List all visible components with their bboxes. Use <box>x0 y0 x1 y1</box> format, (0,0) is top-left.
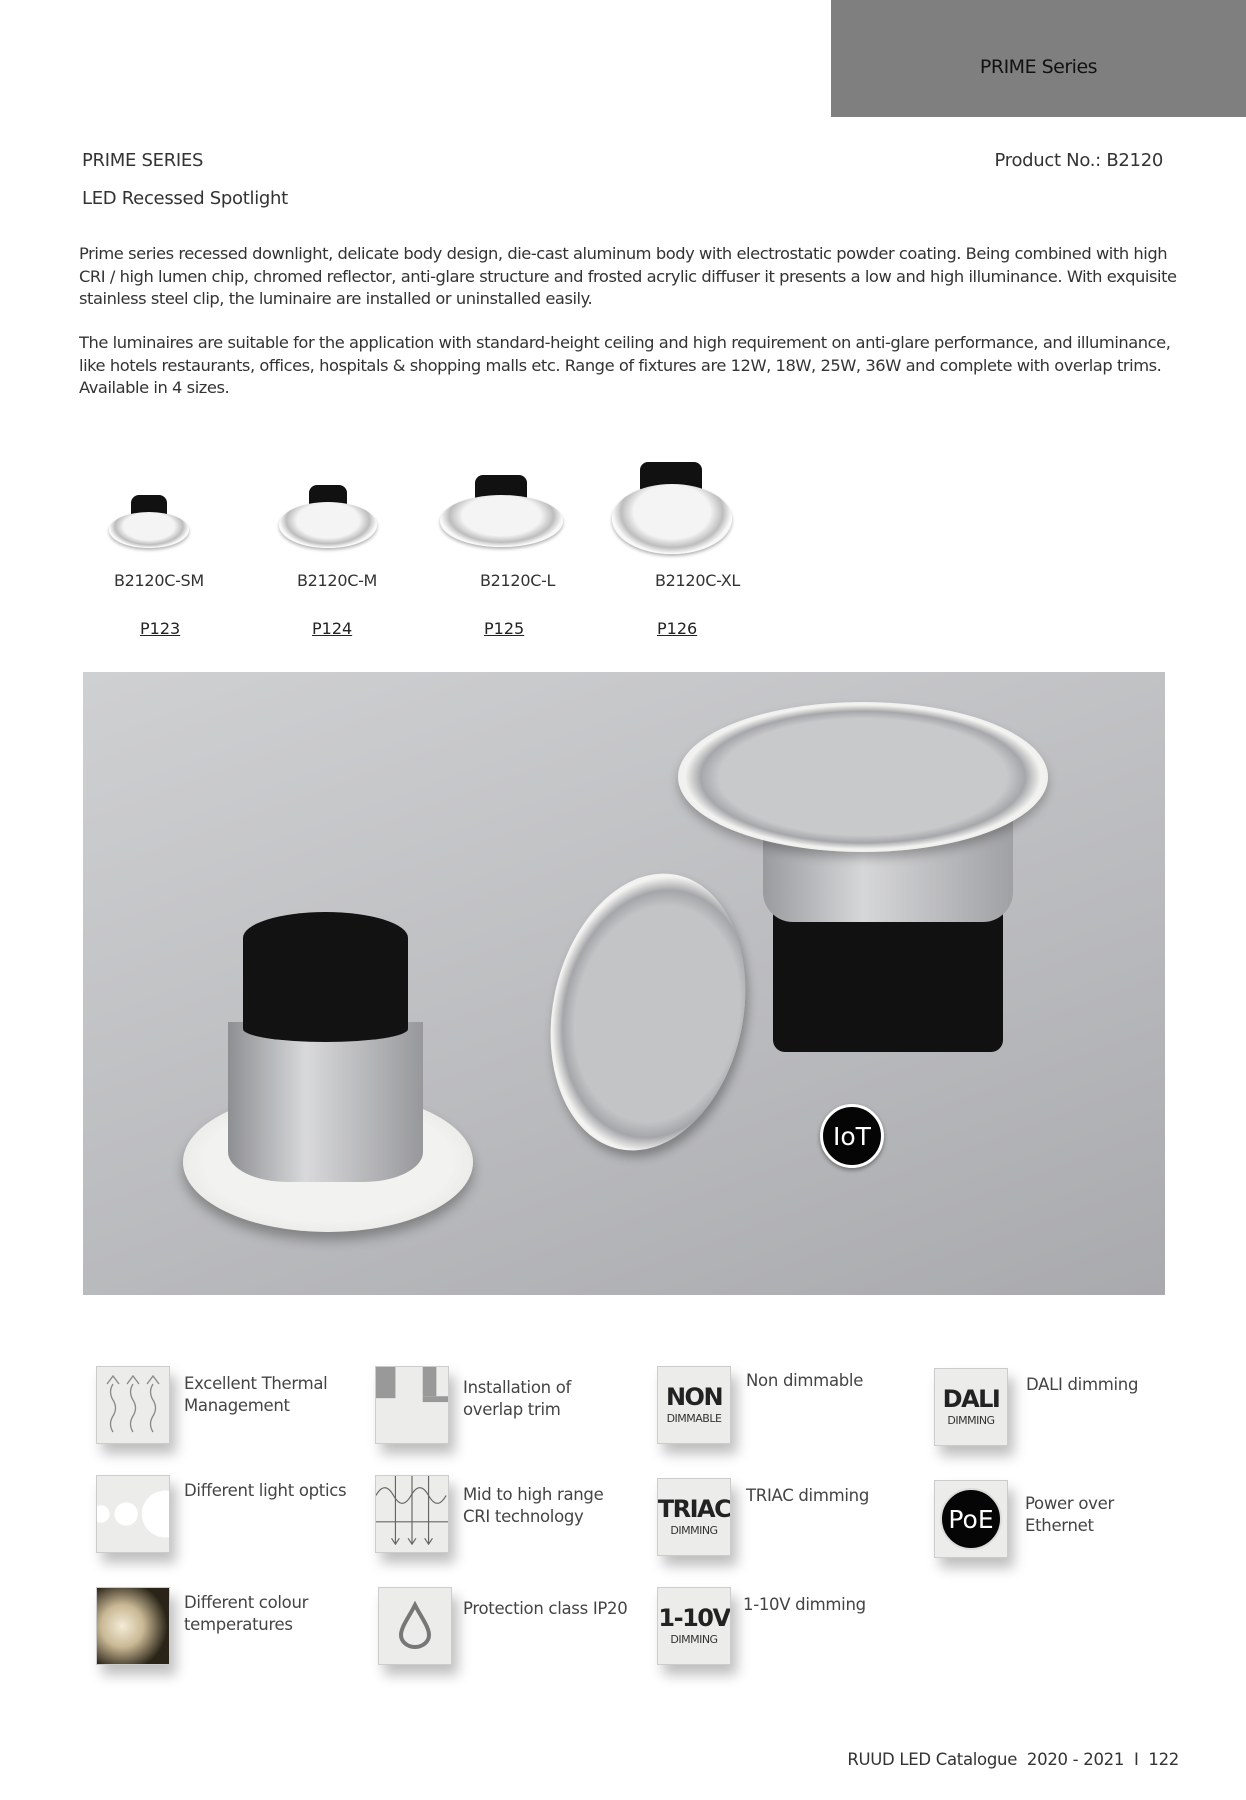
product-number: Product No.: B2120 <box>994 150 1163 171</box>
1-10v-big-text: 1-10V <box>658 1604 730 1632</box>
description-paragraph-1: Prime series recessed downlight, delicate body design, die-cast aluminum body with electrostatic powder coating. Being combined with high CRI / high lumen chip, chromed reflector, anti-glare structure and frosted acrylic diffuser it presents a low and high illuminance. With exquisite stainless steel clip, the luminaire are installed or uninstalled easily. <box>79 244 1177 308</box>
product-image-m[interactable] <box>279 480 377 562</box>
feature-label-dali: DALI dimming <box>1026 1375 1139 1394</box>
series-header-tab <box>831 0 1246 117</box>
optics-icon <box>96 1475 170 1553</box>
non-dimmable-big-text: NON <box>665 1383 723 1411</box>
feature-label-colour: Different colour temperatures <box>184 1593 309 1634</box>
page-link-p123[interactable]: P123 <box>140 619 181 638</box>
feature-label-non-dimmable: Non dimmable <box>746 1371 864 1390</box>
feature-label-triac: TRIAC dimming <box>746 1486 869 1505</box>
lamp-trim-right <box>678 702 1048 852</box>
dali-small-text: DIMMING <box>947 1414 995 1427</box>
product-image-l[interactable] <box>440 470 563 562</box>
non-dimmable-icon <box>657 1366 731 1444</box>
overlap-trim-icon <box>375 1366 449 1444</box>
dali-icon <box>934 1368 1008 1446</box>
lamp-reflector-left <box>228 1022 423 1182</box>
feature-label-optics: Different light optics <box>184 1481 347 1500</box>
dali-big-text: DALI <box>942 1385 1000 1413</box>
iot-badge: IoT <box>820 1104 884 1168</box>
1-10v-small-text: DIMMING <box>670 1633 718 1646</box>
triac-big-text: TRIAC <box>657 1495 731 1523</box>
feature-label-cri: Mid to high range CRI technology <box>463 1485 604 1526</box>
series-title: PRIME SERIES <box>82 150 204 171</box>
product-code-sm: B2120C-SM <box>114 571 204 590</box>
product-code-m: B2120C-M <box>297 571 378 590</box>
poe-icon <box>934 1480 1008 1558</box>
thermal-icon <box>96 1366 170 1444</box>
product-image-xl[interactable] <box>612 460 732 562</box>
series-header-label: PRIME Series <box>979 56 1098 78</box>
lamp-heatsink-right <box>773 902 1003 1052</box>
description-paragraph-2: The luminaires are suitable for the application with standard-height ceiling and high requirement on anti-glare performance, and illuminance, like hotels restaurants, offices, hospitals & shopping malls etc. Range of fixtures are 12W, 18W, 25W, 36W and complete with overlap trims. Available in 4 sizes. <box>79 333 1171 397</box>
feature-label-ip20: Protection class IP20 <box>463 1599 628 1618</box>
feature-label-poe: Power over Ethernet <box>1025 1494 1114 1535</box>
footer-catalogue-page: RUUD LED Catalogue 2020 - 2021 I 122 <box>847 1750 1179 1769</box>
product-code-l: B2120C-L <box>480 571 556 590</box>
lamp-trim-middle <box>526 855 770 1168</box>
ip20-drop-icon <box>378 1587 452 1665</box>
feature-label-thermal: Excellent Thermal Management <box>184 1374 328 1415</box>
product-subtitle: LED Recessed Spotlight <box>82 188 288 209</box>
feature-label-overlap: Installation of overlap trim <box>463 1378 572 1419</box>
colour-temperature-icon <box>96 1587 170 1665</box>
triac-small-text: DIMMING <box>670 1524 718 1537</box>
lamp-heatsink-left <box>243 912 408 1042</box>
cri-icon <box>375 1475 449 1553</box>
page-link-p125[interactable]: P125 <box>484 619 525 638</box>
poe-badge: PoE <box>940 1488 1002 1550</box>
product-image-sm[interactable] <box>109 490 189 560</box>
product-photo <box>83 672 1165 1295</box>
triac-icon <box>657 1478 731 1556</box>
1-10v-icon <box>657 1587 731 1665</box>
page-link-p124[interactable]: P124 <box>312 619 353 638</box>
product-code-xl: B2120C-XL <box>655 571 741 590</box>
feature-label-1-10v: 1-10V dimming <box>743 1595 866 1614</box>
page-link-p126[interactable]: P126 <box>657 619 698 638</box>
non-dimmable-small-text: DIMMABLE <box>666 1412 722 1425</box>
